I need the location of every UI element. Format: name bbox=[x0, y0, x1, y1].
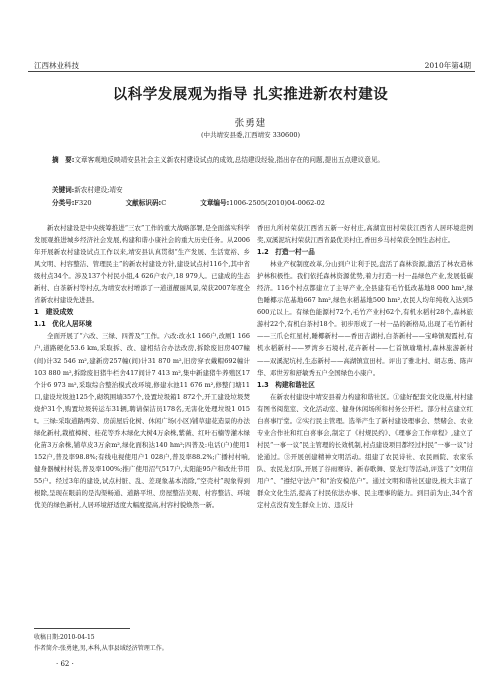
author-bio: 作者简介:张勇建,男,本科,从事县域经济管理工作。 bbox=[34, 645, 168, 652]
keywords-text: 新农村建设;靖安 bbox=[74, 186, 123, 194]
clc-label: 分类号: bbox=[52, 199, 75, 207]
left-column bbox=[34, 222, 250, 511]
footnote-rule bbox=[34, 628, 130, 629]
clc-value: F320 bbox=[74, 199, 92, 207]
article-author: 张勇建 bbox=[234, 118, 267, 129]
article-no-field bbox=[200, 197, 325, 207]
header-rule bbox=[28, 71, 475, 72]
paragraph-living-environment: 全面开展了“六改、三绿、四普及”工作。六改:改水1 166户,改厕1 166户,道路硬化53.6 km,采取拆、改、建相结合办法改房,拆除废旧房407幢(间)计32 546 m²,建新房257幢(间)计31 870 m²,旧房穿衣戴帽692幢计103 880 m²,拆除废旧猪牛栏舍417间计7 413 m²,集中新建猪牛养殖区17个计6 973 m²,采取综合整治模式改环境,修建水池11 676 m²,修整门塘11口,建设垃圾池125个,砌筑围墙357个,设置垃圾箱1 872个,开工建设垃圾焚烧炉31个,购置垃圾转运车31辆,聘请保洁员178名,无害化处理垃圾1 015 t。三绿:采取道路两旁、房前屋后化树、休闲广场(小区)铺草建花造景的办法绿化新村,栽植樟树、桂花等乔木绿化大树4万余株,紫薇、红叶石楠等灌木绿化苗3万余株,铺草皮3万余m²,绿化面积达140 hm²;四普及:电话(户)使用1 152户,普及率98.8%;有线电视使用户1 028户,普及率88.2%;广播村村响,健身器械村村装,普及率100%;推广使用沼气517户,太阳能95户和改灶节用55户。经过3年的建设,试点村脏、乱、差现象基本消除,“空壳村”现象得到根除,呈现在眼前的是沟渠畅通、道路平坦、房屋整洁美观、村容整洁、环境优美的绿色新村,人居环境舒适度大幅度提高,村容村貌焕然一新。 bbox=[34, 332, 250, 510]
page-number: · 62 · bbox=[56, 660, 74, 668]
subsection-heading-1-1: 1.1 优化人居环境 bbox=[34, 320, 92, 329]
clc-field bbox=[52, 197, 92, 207]
article-metadata bbox=[52, 197, 461, 207]
paragraph-awards: 香田九所村荣获江西省五新一好村庄,高湖宣田村荣获江西省人居环境范例奖,双溪泥坑村荣获江西省最优美村庄,香田乡马村荣获全国生态村庄。 bbox=[257, 224, 473, 245]
author-affiliation: (中共靖安县委,江西靖安 330600) bbox=[200, 131, 301, 139]
paragraph-harmonious-community: 在新农村建设中靖安县着力构建和谐社区。①建好配套文化设施,村村建有图书阅览室、文化活动室、健身休闲场所和村务公开栏。部分村点建立红白喜事厅堂。②实行民主管理。选举产生了新村建设理事会、禁赌会、农业专业合作社和红白喜事会,制定了《村规民约》、《理事会工作章程》,建立了村民“一事一议”民主管理的长效机制,村点建设项目都经过村民“一事一议”讨论通过。③开展创建精神文明活动。组建了农民诗社、农民画院、农家乐队、农民龙灯队,开展了谷雨赛诗、新春歌舞、耍龙灯等活动,评选了“文明信用户”、“遵纪守法户”和“治安模范户”。通过文明和谐社区建设,极大丰富了群众文化生活,提高了村民依法办事、民主理事的能力。到目前为止,34个省定村点没有发生群众上访、违反计 bbox=[257, 392, 473, 510]
article-no-value: 1006-2505(2010)04-0062-02 bbox=[229, 199, 325, 207]
paragraph-one-village-one-product: 林业产权制度改革,分山到户让利于民,盘活了森林资源,激活了林农造林护林积极性。我们依托森林资源优势,着力打造一村一品绿色产业,发展低碳经济。116个村点都建立了主导产业,全县建有毛竹低改基地8 000 hm²,绿色睡椰示范基地667 hm²,绿色水稻基地500 hm²,农民人均年纯收入达到5 600元以上。有绿色能源村72个,毛竹产业村62个,有机水稻村28个,森林旅游村22个,有机白茶村18个。初步形成了一村一品的新格局,出现了毛竹新村——三爪仑红星村,睡椰新村——香田吉湖村,白茶新村——宝峰镇观霞村,有机水稻新村——罗湾乡石境村,花卉新村——仁首镇瑜墩村,森林旅游新村——双溪泥坑村,生态新村——高湖镇宣田村。评出了雅北村、胡志勇、陈声华、邓世芳和舒敏秀五户全国绿色小康户。 bbox=[257, 260, 473, 377]
doc-code-value: C bbox=[161, 199, 167, 207]
article-title: 以科学发展观为指导 扎实推进新农村建设 bbox=[112, 87, 389, 103]
subsection-heading-1-2: 1.2 打造一村一品 bbox=[257, 248, 315, 257]
journal-issue: 2010年第4期 bbox=[424, 61, 471, 70]
subsection-heading-1-3: 1.3 构建和谐社区 bbox=[257, 380, 315, 389]
received-date: 收稿日期:2010-04-15 bbox=[34, 634, 95, 641]
abstract-text: 文章客观地反映靖安县社会主义新农村建设试点的成效,总结建设经验,指出存在的问题,提出五点建议意见。 bbox=[74, 156, 385, 164]
section-heading-1: 1 建设成效 bbox=[34, 308, 74, 317]
abstract bbox=[52, 154, 461, 166]
keywords bbox=[52, 184, 123, 194]
intro-paragraph: 新农村建设是中央统筹推进“三农”工作的重大战略部署,是全面落实科学发展观推进城乡经济社会发展,构建和谐小康社会的重大历史任务。从2006年开展新农村建设试点工作以来,靖安县认真贯彻“生产发展、生活宽裕、乡风文明、村容整洁、管理民主”的新农村建设方针,建设试点村116个,其中省级村点34个。涉及137个村民小组,4 626户农户,18 979人。已建成的生态新村、白茶新村等村点,为靖安农村增添了一道道靓丽风景,荣获2007年度全省新农村建设先进县。 bbox=[34, 224, 250, 305]
doc-code-label: 文献标识码: bbox=[125, 199, 162, 207]
doc-code-field bbox=[126, 197, 167, 207]
article-no-label: 文章编号: bbox=[200, 199, 230, 207]
abstract-label: 摘 要: bbox=[52, 156, 75, 164]
right-column bbox=[257, 222, 473, 511]
journal-name: 江西林业科技 bbox=[34, 61, 79, 70]
keywords-label: 关键词: bbox=[52, 186, 75, 194]
